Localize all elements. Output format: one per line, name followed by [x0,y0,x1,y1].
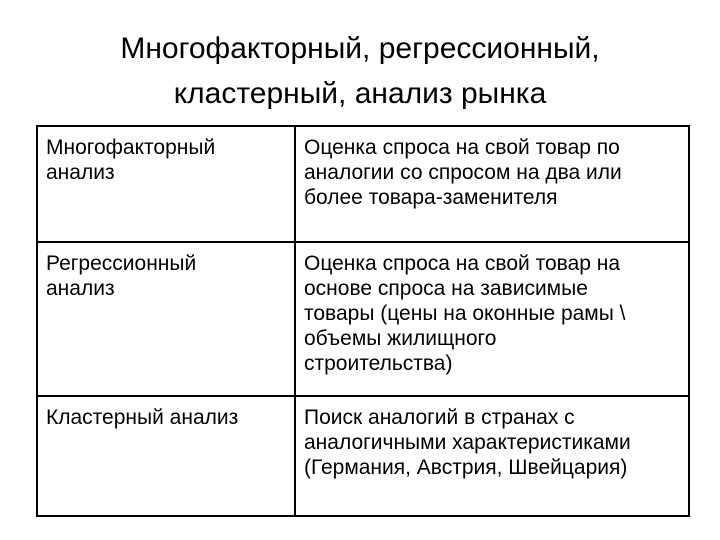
method-name-line: анализ [46,161,115,184]
slide-title [0,26,720,116]
method-description-line: товары (цены на оконные рамы \ [304,302,626,325]
slide-title-line-2: кластерный, анализ рынка [173,77,547,110]
method-description-line: (Германия, Австрия, Швейцария) [304,456,628,479]
method-name-line: Кластерный анализ [46,406,239,429]
method-name-cell [37,126,295,242]
method-name-line: Регрессионный [46,252,197,275]
slide-title-line-1: Многофакторный, регрессионный, [120,32,600,65]
method-name-line: анализ [46,277,115,300]
method-name-cell [37,396,295,516]
method-description-cell [295,396,689,516]
table-row [37,126,689,242]
table-row [37,396,689,516]
method-name-line: Многофакторный [46,136,216,159]
method-description-line: строительства) [304,352,453,375]
method-description-cell [295,242,689,396]
table-row [37,242,689,396]
method-description-line: объемы жилищного [304,327,497,350]
method-description-cell [295,126,689,242]
method-description-line: Оценка спроса на свой товар по [304,136,620,159]
method-description-line: более товара-заменителя [304,186,558,209]
method-description-line: аналогии со спросом на два или [304,161,622,184]
method-description-line: Оценка спроса на свой товар на [304,252,621,275]
method-name-cell [37,242,295,396]
method-description-line: аналогичными характеристиками [304,431,631,454]
method-description-line: Поиск аналогий в странах с [304,406,575,429]
analysis-table [36,125,690,517]
method-description-line: основе спроса на зависимые [304,277,588,300]
